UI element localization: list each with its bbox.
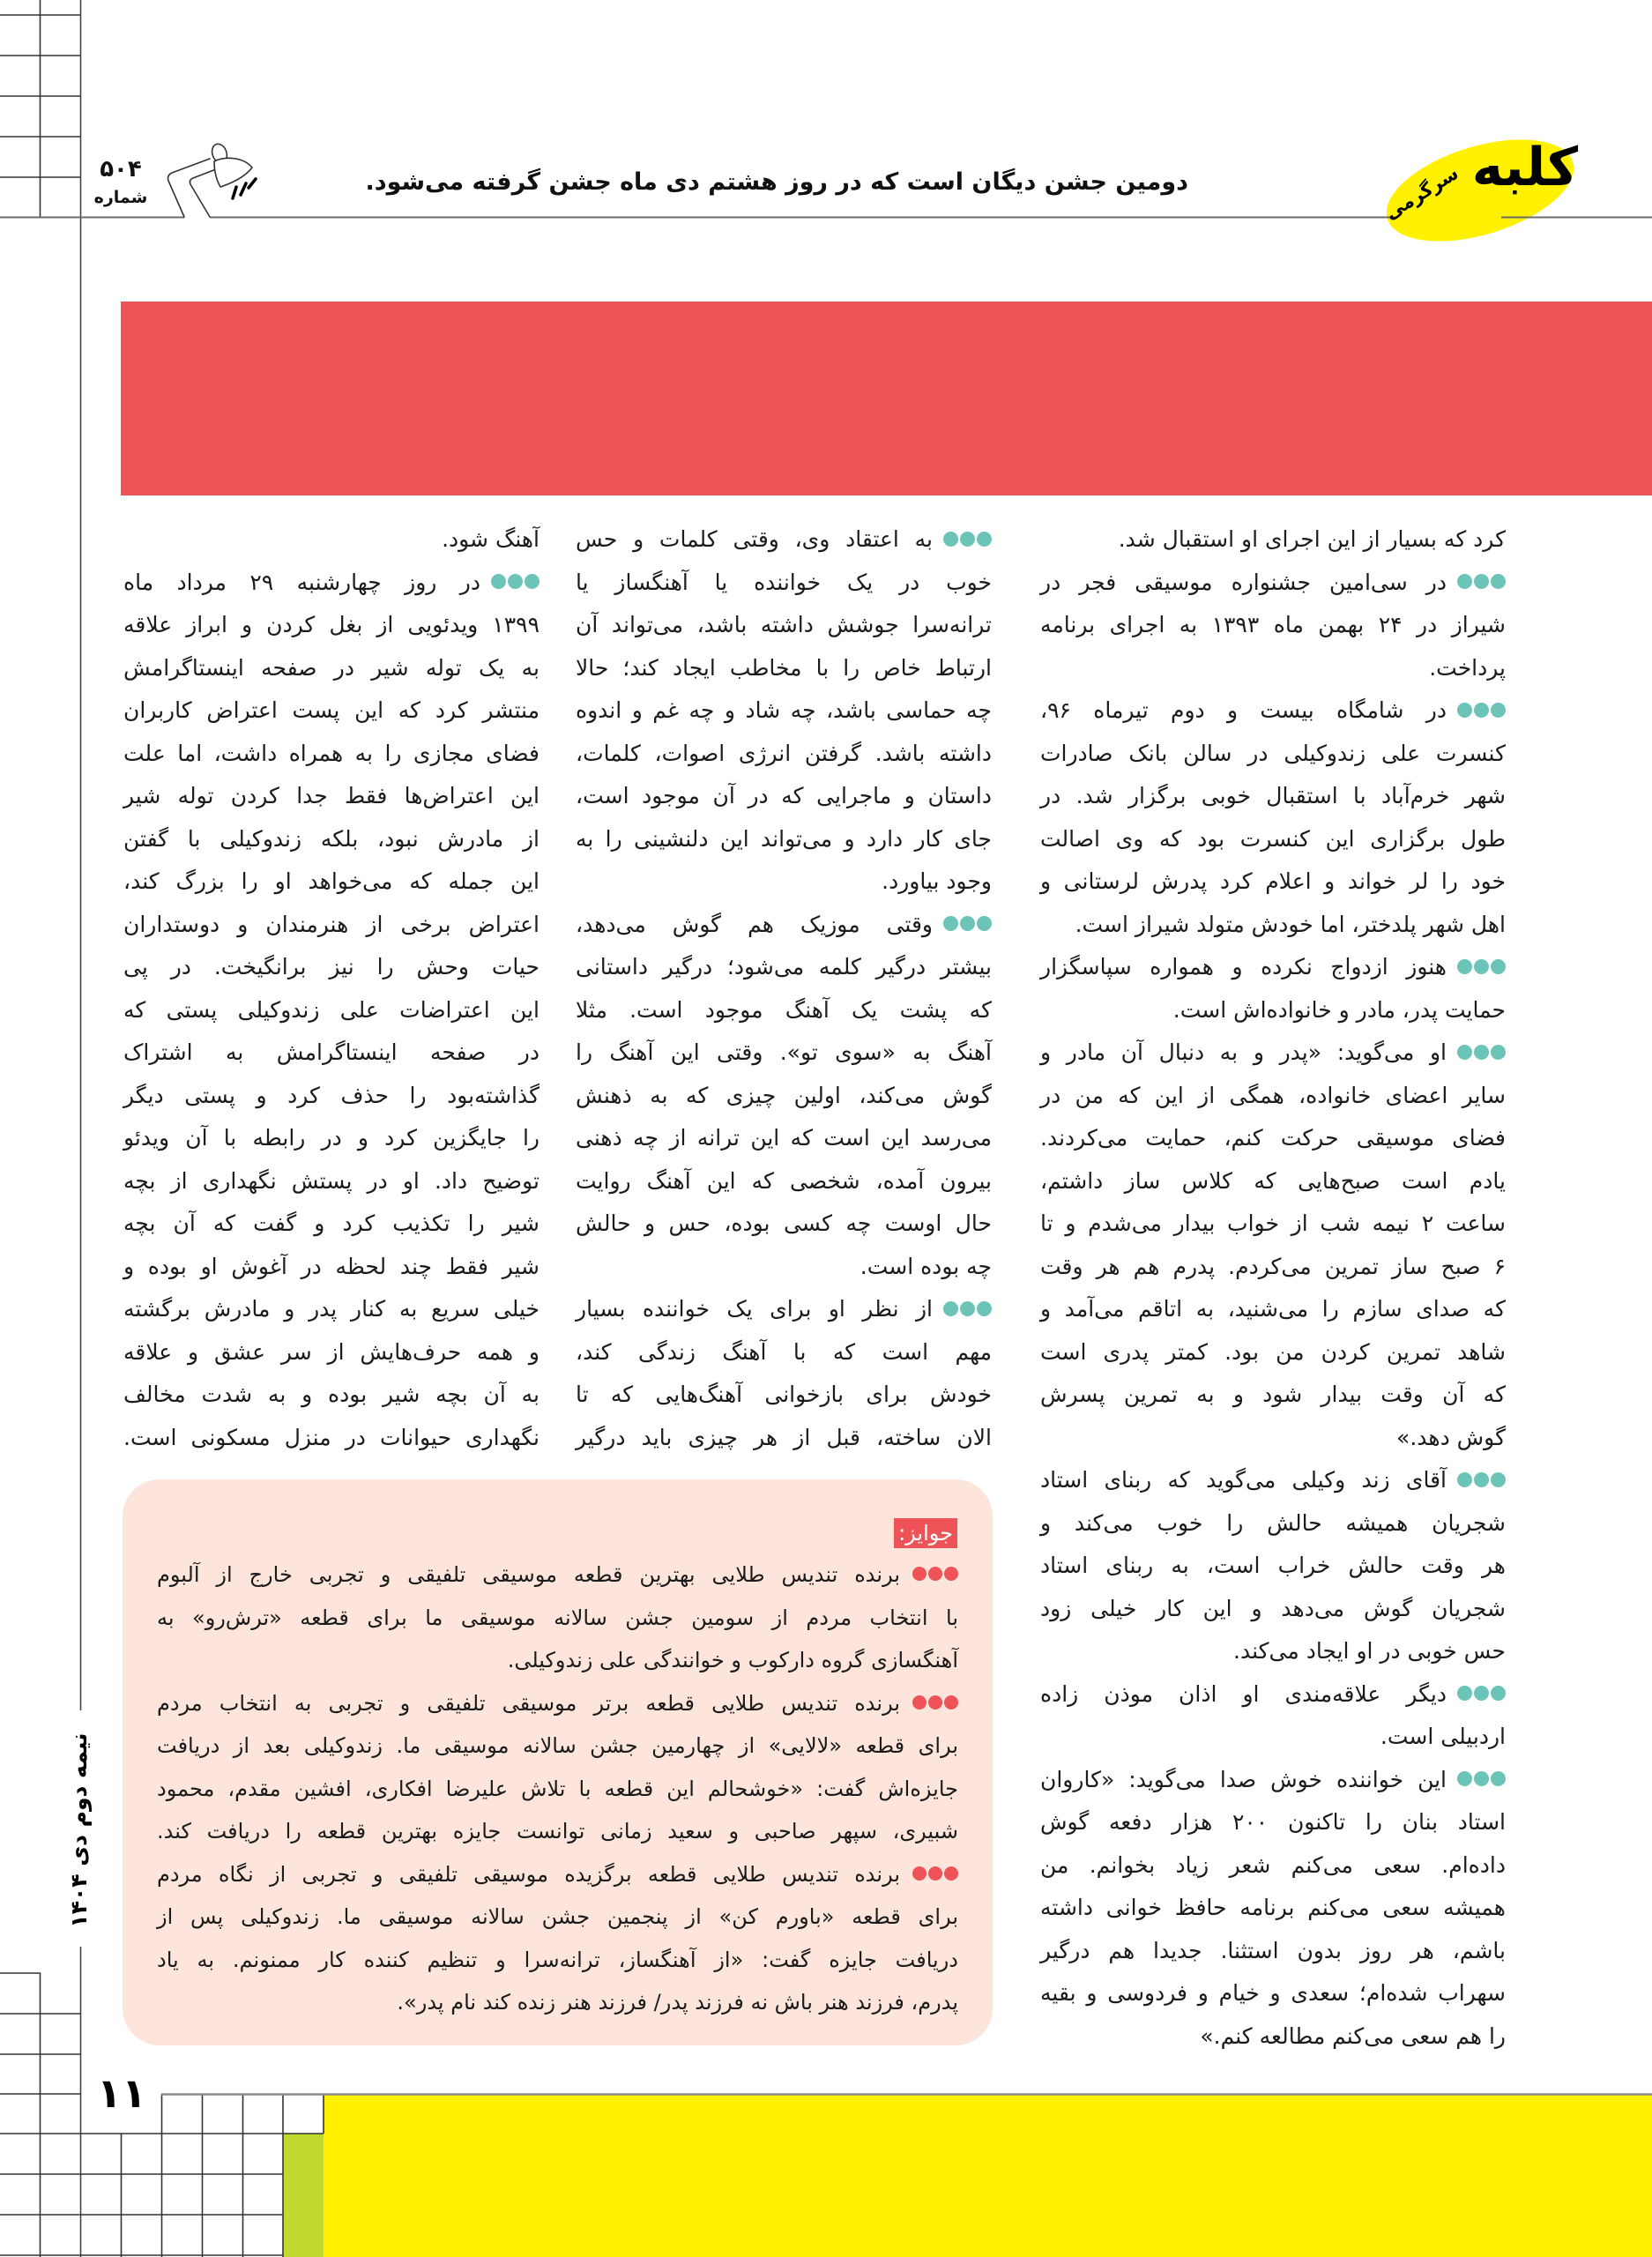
text-line: ۱۳۹۹ ویدئویی از بغل کردن و ابراز علاقه	[123, 612, 540, 637]
text-line-content: در روز چهارشنبه ۲۹ مرداد ماه	[123, 569, 480, 595]
prize-line	[157, 1853, 958, 1896]
text-line: سهراب شده‌ام؛ سعدی و خیام و فردوسی و بقیه	[1040, 1980, 1506, 2006]
text-line: که صدای سازم را می‌شنید، به اتاقم می‌آمد و	[1040, 1296, 1506, 1322]
text-line: الان ساخته، قبل از هر چیزی باید درگیر	[576, 1424, 992, 1450]
text-line: حال اوست چه کسی بوده، حس و حالش	[576, 1210, 992, 1236]
issue-label: شماره	[93, 188, 148, 207]
text-line: را جایگزین کرد و در رابطه با آن ویدئو	[123, 1125, 540, 1151]
text-line: ۶ صبح ساز تمرین می‌کردم. پدرم هم هر وقت	[1040, 1253, 1506, 1279]
text-line-content: دیگر علاقه‌مندی او اذان موذن زاده	[1040, 1680, 1447, 1707]
text-line: شهر خرم‌آباد با استقبال خوبی برگزار شد. در	[1040, 783, 1506, 808]
text-line: گذاشته‌بود را حذف کرد و پستی دیگر	[123, 1082, 540, 1108]
bullet-icon	[943, 916, 992, 931]
text-line-content: هنوز ازدواج نکرده و همواره سپاسگزار	[1040, 954, 1447, 980]
text-line: شجریان گوش می‌دهد و این کار خیلی زود	[1040, 1595, 1506, 1621]
bullet-icon	[1457, 574, 1506, 589]
article-column-middle	[576, 518, 992, 1459]
text-line: همیشه سعی می‌کنم برنامه حافظ خوانی داشته	[1040, 1895, 1506, 1920]
bullet-icon	[943, 532, 992, 547]
prizes-list	[157, 1553, 958, 2024]
bullet-icon	[1457, 1771, 1506, 1786]
text-line: خودش برای بازخوانی آهنگ‌هایی که تا	[576, 1382, 992, 1407]
text-line: آهنگ شود.	[442, 526, 540, 552]
text-line: حیات وحش را نیز برانگیخت. در پی	[123, 954, 540, 980]
text-line	[1040, 1459, 1506, 1502]
text-line-content: به اعتقاد وی، وقتی کلمات و حس	[576, 526, 933, 552]
text-line: شیر را تکذیب کرد و گفت که آن بچه	[123, 1210, 540, 1236]
text-line: باشم، هر روز بدون استثنا. جدیدا هم درگیر	[1040, 1937, 1506, 1963]
article-column-right	[1040, 518, 1506, 2058]
text-line: و همه حرف‌هایش از سر عشق و علاقه	[123, 1338, 540, 1365]
text-line	[1040, 562, 1506, 605]
prize-line: جایزه‌اش گفت: «خوشحالم این قطعه با تلاش علیرضا افکاری، افشین مقدم، محمود	[157, 1776, 958, 1801]
text-line: داشته باشد. گرفتن انرژی اصوات، کلمات،	[576, 740, 992, 766]
bullet-icon	[912, 1567, 958, 1581]
text-line: خود را لر خواند و اعلام کرد پدرش لرستانی و	[1040, 868, 1506, 894]
text-line-content: او می‌گوید: «پدر و به دنبال آن مادر و	[1040, 1039, 1447, 1065]
text-line: سایر اعضای خانواده، همگی از این که من در	[1040, 1082, 1506, 1108]
text-line: خوب در یک خواننده یا آهنگساز یا	[576, 569, 992, 595]
bullet-icon	[491, 574, 540, 589]
text-line	[576, 518, 992, 562]
prizes-box	[123, 1479, 993, 2045]
text-line	[1040, 1032, 1506, 1075]
bullet-icon	[1457, 703, 1506, 718]
bullet-icon	[1457, 959, 1506, 974]
text-line: یادم است صبح‌هایی که کلاس ساز داشتم،	[1040, 1167, 1506, 1194]
bullet-icon	[1457, 1045, 1506, 1060]
text-line: در صفحه اینستاگرامش به اشتراک	[123, 1039, 540, 1065]
text-line: استاد بنان را تاکنون ۲۰۰ هزار دفعه گوش	[1040, 1809, 1506, 1835]
text-line: اردبیلی است.	[1380, 1724, 1506, 1749]
top-left-grid	[0, 0, 80, 217]
text-line: می‌رسد این است که این ترانه از چه ذهنی	[576, 1125, 992, 1151]
text-line-content: در سی‌امین جشنواره موسیقی فجر در	[1040, 569, 1447, 595]
text-line-content: در شامگاه بیست و دوم تیرماه ۹۶،	[1040, 697, 1447, 723]
text-line: به آن بچه شیر بوده و به شدت مخالف	[123, 1382, 540, 1407]
text-line	[1040, 689, 1506, 733]
prize-line-content: برنده تندیس طلایی بهترین قطعه موسیقی تلفیقی و تجربی خارج از آلبوم	[157, 1562, 900, 1587]
prize-line	[157, 1553, 958, 1597]
text-line: جای کار دارد و می‌تواند این دلنشینی را به	[576, 825, 992, 852]
text-line: هر وقت حالش خراب است، به ربنای استاد	[1040, 1553, 1506, 1578]
footer-yellow-block	[324, 2094, 1652, 2257]
text-line: چه حماسی باشد، چه شاد و چه غم و اندوه	[576, 697, 992, 723]
prize-line: آهنگسازی گروه دارکوب و خوانندگی علی زندوکیلی.	[507, 1648, 958, 1672]
text-line: که پشت یک آهنگ موجود است. مثلا	[576, 996, 992, 1023]
text-line: نگهداری حیوانات در منزل مسکونی است.	[123, 1424, 540, 1450]
text-line: این جمله که می‌خواهد او را بزرگ کند،	[123, 868, 540, 894]
text-line	[123, 562, 540, 605]
text-line	[1040, 1673, 1506, 1717]
text-line: را هم سعی می‌کنم مطالعه کنم.»	[1200, 2022, 1506, 2049]
page-header-title: دومین جشن دیگان است که در روز هشتم دی ماه جشن گرفته می‌شود.	[365, 168, 1188, 196]
text-line: شیر فقط چند لحظه در آغوش او بوده و	[123, 1253, 540, 1279]
bullet-icon	[1457, 1686, 1506, 1701]
text-line: ارتباط خاص را با مخاطب ایجاد کند؛ حالا	[576, 654, 992, 681]
prize-line-content: برنده تندیس طلایی قطعه برتر موسیقی تلفیقی و تجربی به انتخاب مردم	[157, 1690, 900, 1716]
red-banner	[121, 302, 1652, 495]
text-line: حس خوبی در او ایجاد می‌کند.	[1233, 1638, 1506, 1664]
issue-number: ۵۰۴	[100, 156, 142, 182]
text-line: بیشتر درگیر کلمه می‌شود؛ درگیر داستانی	[576, 954, 992, 980]
prize-line-content: برنده تندیس طلایی قطعه برگزیده موسیقی تلفیقی و تجربی از نگاه مردم	[157, 1861, 900, 1887]
text-line: منتشر کرد که این پست اعتراض کاربران	[123, 697, 540, 723]
prize-line: شبیری، سپهر صاحبی و سعید زمانی توانست جایزه بهترین قطعه را دریافت کند.	[157, 1819, 958, 1844]
desk-lamp-icon	[168, 142, 257, 217]
issue-date-vertical: نیمه دوم دی ۱۴۰۴	[66, 1732, 92, 1928]
text-line: به یک توله شیر در صفحه اینستاگرامش	[123, 654, 540, 681]
text-line: کنسرت علی زندوکیلی در سالن بانک صادرات	[1040, 740, 1506, 766]
text-line: ترانه‌سرا جوشش داشته باشد، می‌تواند آن	[576, 612, 992, 637]
text-line	[576, 1288, 992, 1331]
text-line: فضای مجازی را به همراه داشت، اما علت	[123, 740, 540, 766]
text-line	[1040, 946, 1506, 989]
logo-main-text: کلبه	[1471, 137, 1578, 198]
text-line: کرد که بسیار از این اجرای او استقبال شد.	[1118, 526, 1506, 552]
text-line: توضیح داد. او در پستش نگهداری از بچه	[123, 1167, 540, 1194]
prize-line: با انتخاب مردم از سومین جشن سالانه موسیقی ما برای قطعه «ترش‌رو» به	[157, 1605, 958, 1630]
text-line: که آن وقت بیدار شود و به تمرین پسرش	[1040, 1382, 1506, 1407]
text-line: وجود بیاورد.	[882, 868, 992, 894]
text-line: مهم است که با آهنگ زندگی کند،	[576, 1338, 992, 1365]
text-line: چه بوده است.	[859, 1253, 992, 1279]
page-number: ۱۱	[96, 2069, 147, 2117]
footer-green-strip	[283, 2134, 324, 2257]
text-line: گوش دهد.»	[1396, 1424, 1506, 1450]
prize-line: پدرم، فرزند هنر باش نه فرزند پدر/ فرزند هنر زنده کند نام پدر».	[397, 1990, 958, 2015]
bullet-icon	[943, 1301, 992, 1316]
text-line-content: از نظر او برای یک خواننده بسیار	[576, 1296, 933, 1322]
text-line: حمایت پدر، مادر و خانواده‌اش است.	[1172, 996, 1506, 1023]
text-line: شیراز در ۲۴ بهمن ماه ۱۳۹۳ به اجرای برنامه	[1040, 612, 1506, 637]
prize-line: برای قطعه «باورم کن» از پنجمین جشن سالانه موسیقی ما. زندوکیلی پس از	[157, 1904, 958, 1929]
text-line: ساعت ۲ نیمه شب از خواب بیدار می‌شدم و تا	[1040, 1210, 1506, 1236]
logo-sub-text: سرگرمی	[1380, 162, 1462, 224]
text-line: بیرون آمده، شخصی که این آهنگ روایت	[576, 1167, 992, 1194]
text-line: طول برگزاری این کنسرت بود که وی اصالت	[1040, 825, 1506, 852]
text-line-content: وقتی موزیک هم گوش می‌دهد،	[576, 911, 933, 937]
text-line: فضای موسیقی حرکت کنم، حمایت می‌کردند.	[1040, 1125, 1506, 1151]
text-line: پرداخت.	[1429, 654, 1506, 681]
text-line: داده‌ام. سعی می‌کنم شعر زیاد بخوانم. من	[1040, 1851, 1506, 1878]
prize-line: دریافت جایزه گفت: «از آهنگساز، ترانه‌سرا و تنظیم کننده کار ممنونم. به یاد	[157, 1947, 958, 1972]
text-line: اعتراض برخی از هنرمندان و دوستداران	[123, 911, 540, 937]
text-line: این اعتراضات علی زندوکیلی پستی که	[123, 996, 540, 1023]
article-column-left	[123, 518, 540, 1459]
text-line: اهل شهر پلدختر، اما خودش متولد شیراز است.	[1075, 911, 1506, 937]
text-line: خیلی سریع به کنار پدر و مادرش برگشته	[123, 1296, 540, 1322]
text-line-content: این خواننده خوش صدا می‌گوید: «کاروان	[1040, 1766, 1447, 1792]
text-line	[576, 904, 992, 947]
bullet-icon	[912, 1866, 958, 1881]
text-line: از مادرش نبود، بلکه زندوکیلی با گفتن	[123, 825, 540, 852]
text-line-content: آقای زند وکیلی می‌گوید که ربنای استاد	[1040, 1467, 1447, 1493]
prize-line	[157, 1682, 958, 1725]
bullet-icon	[912, 1695, 958, 1710]
text-line: داستان و ماجرایی که در آن موجود است،	[576, 783, 992, 808]
text-line	[1040, 1759, 1506, 1802]
text-line: شجریان همیشه حالش را خوب می‌کند و	[1040, 1509, 1506, 1536]
text-line: شاهد تمرین کردن من بود. کمتر پدری است	[1040, 1338, 1506, 1365]
text-line: آهنگ به «سوی تو». وقتی این آهنگ را	[576, 1039, 992, 1065]
bullet-icon	[1457, 1472, 1506, 1487]
text-line: این اعتراض‌ها فقط جدا کردن توله شیر	[123, 783, 540, 808]
prizes-title: جوایز:	[894, 1518, 957, 1548]
prize-line: برای قطعه «لالایی» از چهارمین جشن سالانه موسیقی ما. زندوکیلی بعد از دریافت	[157, 1733, 958, 1758]
text-line: گوش می‌کند، اولین چیزی که به ذهنش	[576, 1082, 992, 1108]
